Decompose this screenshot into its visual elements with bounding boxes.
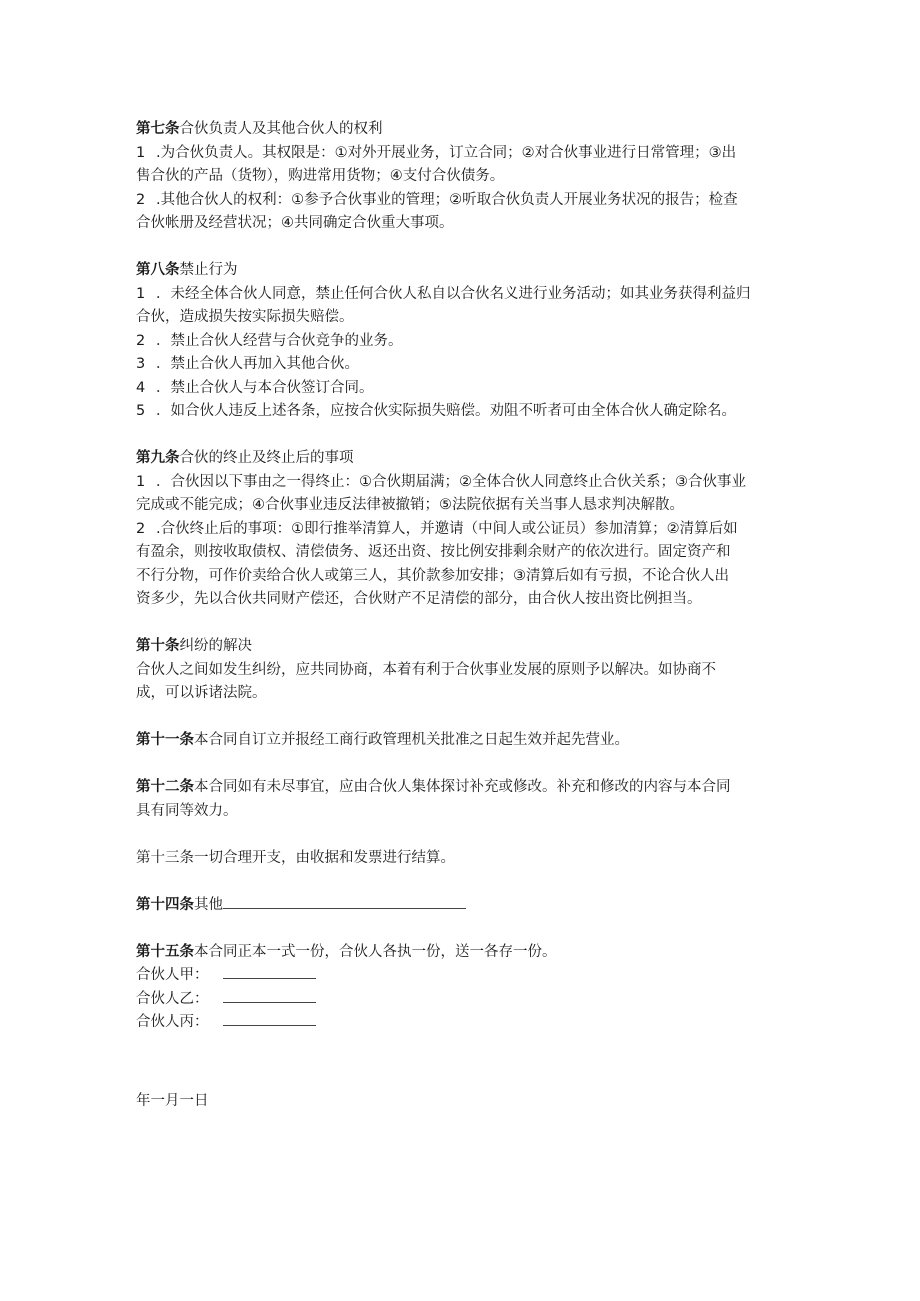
clause-line: 1 ．未经全体合伙人同意，禁止任何合伙人私自以合伙名义进行业务活动；如其业务获得利益归 <box>136 285 751 302</box>
article-9-heading <box>136 447 786 471</box>
article-number: 第八条 <box>136 262 180 278</box>
article-text: 本合同自订立并报经工商行政管理机关批准之日起生效并起先营业。 <box>194 732 629 748</box>
article-title: 禁止行为 <box>179 262 238 278</box>
article-15 <box>136 941 786 965</box>
article-number: 第十四条 <box>136 896 194 913</box>
article-13 <box>136 847 786 871</box>
clause-line: 具有同等效力。 <box>136 802 238 819</box>
article-text: 第十三条一切合理开支，由收据和发票进行结算。 <box>136 849 455 866</box>
article-title: 合伙的终止及终止后的事项 <box>179 450 354 466</box>
fill-in-blank[interactable] <box>223 894 466 909</box>
clause-line: 5 ．如合伙人违反上述各条，应按合伙实际损失赔偿。劝阻不听者可由全体合伙人确定除名。 <box>136 403 736 419</box>
article-12 <box>136 776 786 800</box>
clause-line: 完成或不能完成；④合伙事业违反法律被撤销；⑤法院依据有关当事人恳求判决解散。 <box>136 497 684 513</box>
article-title: 合伙负责人及其他合伙人的权利 <box>179 121 383 137</box>
signature-label: 合伙人乙： <box>136 990 209 1007</box>
signature-blank[interactable] <box>223 1011 316 1026</box>
article-number: 第十二条 <box>136 779 194 795</box>
signature-label: 合伙人丙： <box>136 1014 209 1030</box>
article-title: 纠纷的解决 <box>179 638 252 654</box>
signature-line-c <box>136 1011 786 1035</box>
clause-line: 1 ．合伙因以下事由之一得终止：①合伙期届满；②全体合伙人同意终止合伙关系；③合伙事业 <box>136 473 746 490</box>
article-8-heading <box>136 259 786 283</box>
article-text: 本合同如有未尽事宜，应由合伙人集体探讨补充或修改。补充和修改的内容与本合同 <box>194 779 731 795</box>
clause-line: 4 ．禁止合伙人与本合伙签订合同。 <box>136 379 374 396</box>
clause-line: 合伙人之间如发生纠纷，应共同协商，本着有利于合伙事业发展的原则予以解决。如协商不 <box>136 661 716 678</box>
article-number: 第七条 <box>136 121 180 137</box>
signature-blank[interactable] <box>223 964 316 979</box>
article-11 <box>136 729 786 753</box>
signature-blank[interactable] <box>223 988 316 1003</box>
article-text: 本合同正本一式一份，合伙人各执一份，送一各存一份。 <box>194 943 557 960</box>
signature-line-a <box>136 964 786 988</box>
clause-line: 2 .其他合伙人的权利：①参予合伙事业的管理；②听取合伙负责人开展业务状况的报告；检查 <box>136 191 738 208</box>
clause-line: 不行分物，可作价卖给合伙人或第三人，其价款参加安排；③清算后如有亏损，不论合伙人出 <box>136 567 729 584</box>
clause-line: 合伙帐册及经营状况；④共同确定合伙重大事项。 <box>136 215 454 231</box>
article-text: 其他 <box>194 896 223 913</box>
clause-line: 成，可以诉诸法院。 <box>136 685 267 701</box>
clause-line: 资多少，先以合伙共同财产偿还，合伙财产不足清偿的部分，由合伙人按出资比例担当。 <box>136 591 702 607</box>
article-number: 第十一条 <box>136 732 194 748</box>
signature-line-b <box>136 988 786 1012</box>
clause-line: 3 ．禁止合伙人再加入其他合伙。 <box>136 356 359 372</box>
clause-line: 有盈余，则按收取债权、清偿债务、返还出资、按比例安排剩余财产的依次进行。固定资产和 <box>136 544 731 560</box>
clause-line: 售合伙的产品（货物），购进常用货物；④支付合伙债务。 <box>136 168 505 184</box>
signature-label: 合伙人甲： <box>136 967 209 983</box>
article-number: 第九条 <box>136 450 180 466</box>
clause-line: 合伙，造成损失按实际损失赔偿。 <box>136 309 354 325</box>
contract-date: 年一月一日 <box>136 1093 209 1109</box>
article-7-heading <box>136 118 786 142</box>
clause-line: 2 ．禁止合伙人经营与合伙竞争的业务。 <box>136 332 403 349</box>
article-number: 第十五条 <box>136 943 194 960</box>
contract-page <box>136 118 786 1114</box>
article-14 <box>136 894 786 918</box>
clause-line: 2 .合伙终止后的事项：①即行推举清算人，并邀请（中间人或公证员）参加清算；②清算后如 <box>136 520 738 537</box>
article-10-heading <box>136 635 786 659</box>
article-number: 第十条 <box>136 638 180 654</box>
clause-line: 1 .为合伙负责人。其权限是：①对外开展业务，订立合同；②对合伙事业进行日常管理；③出 <box>136 144 737 161</box>
